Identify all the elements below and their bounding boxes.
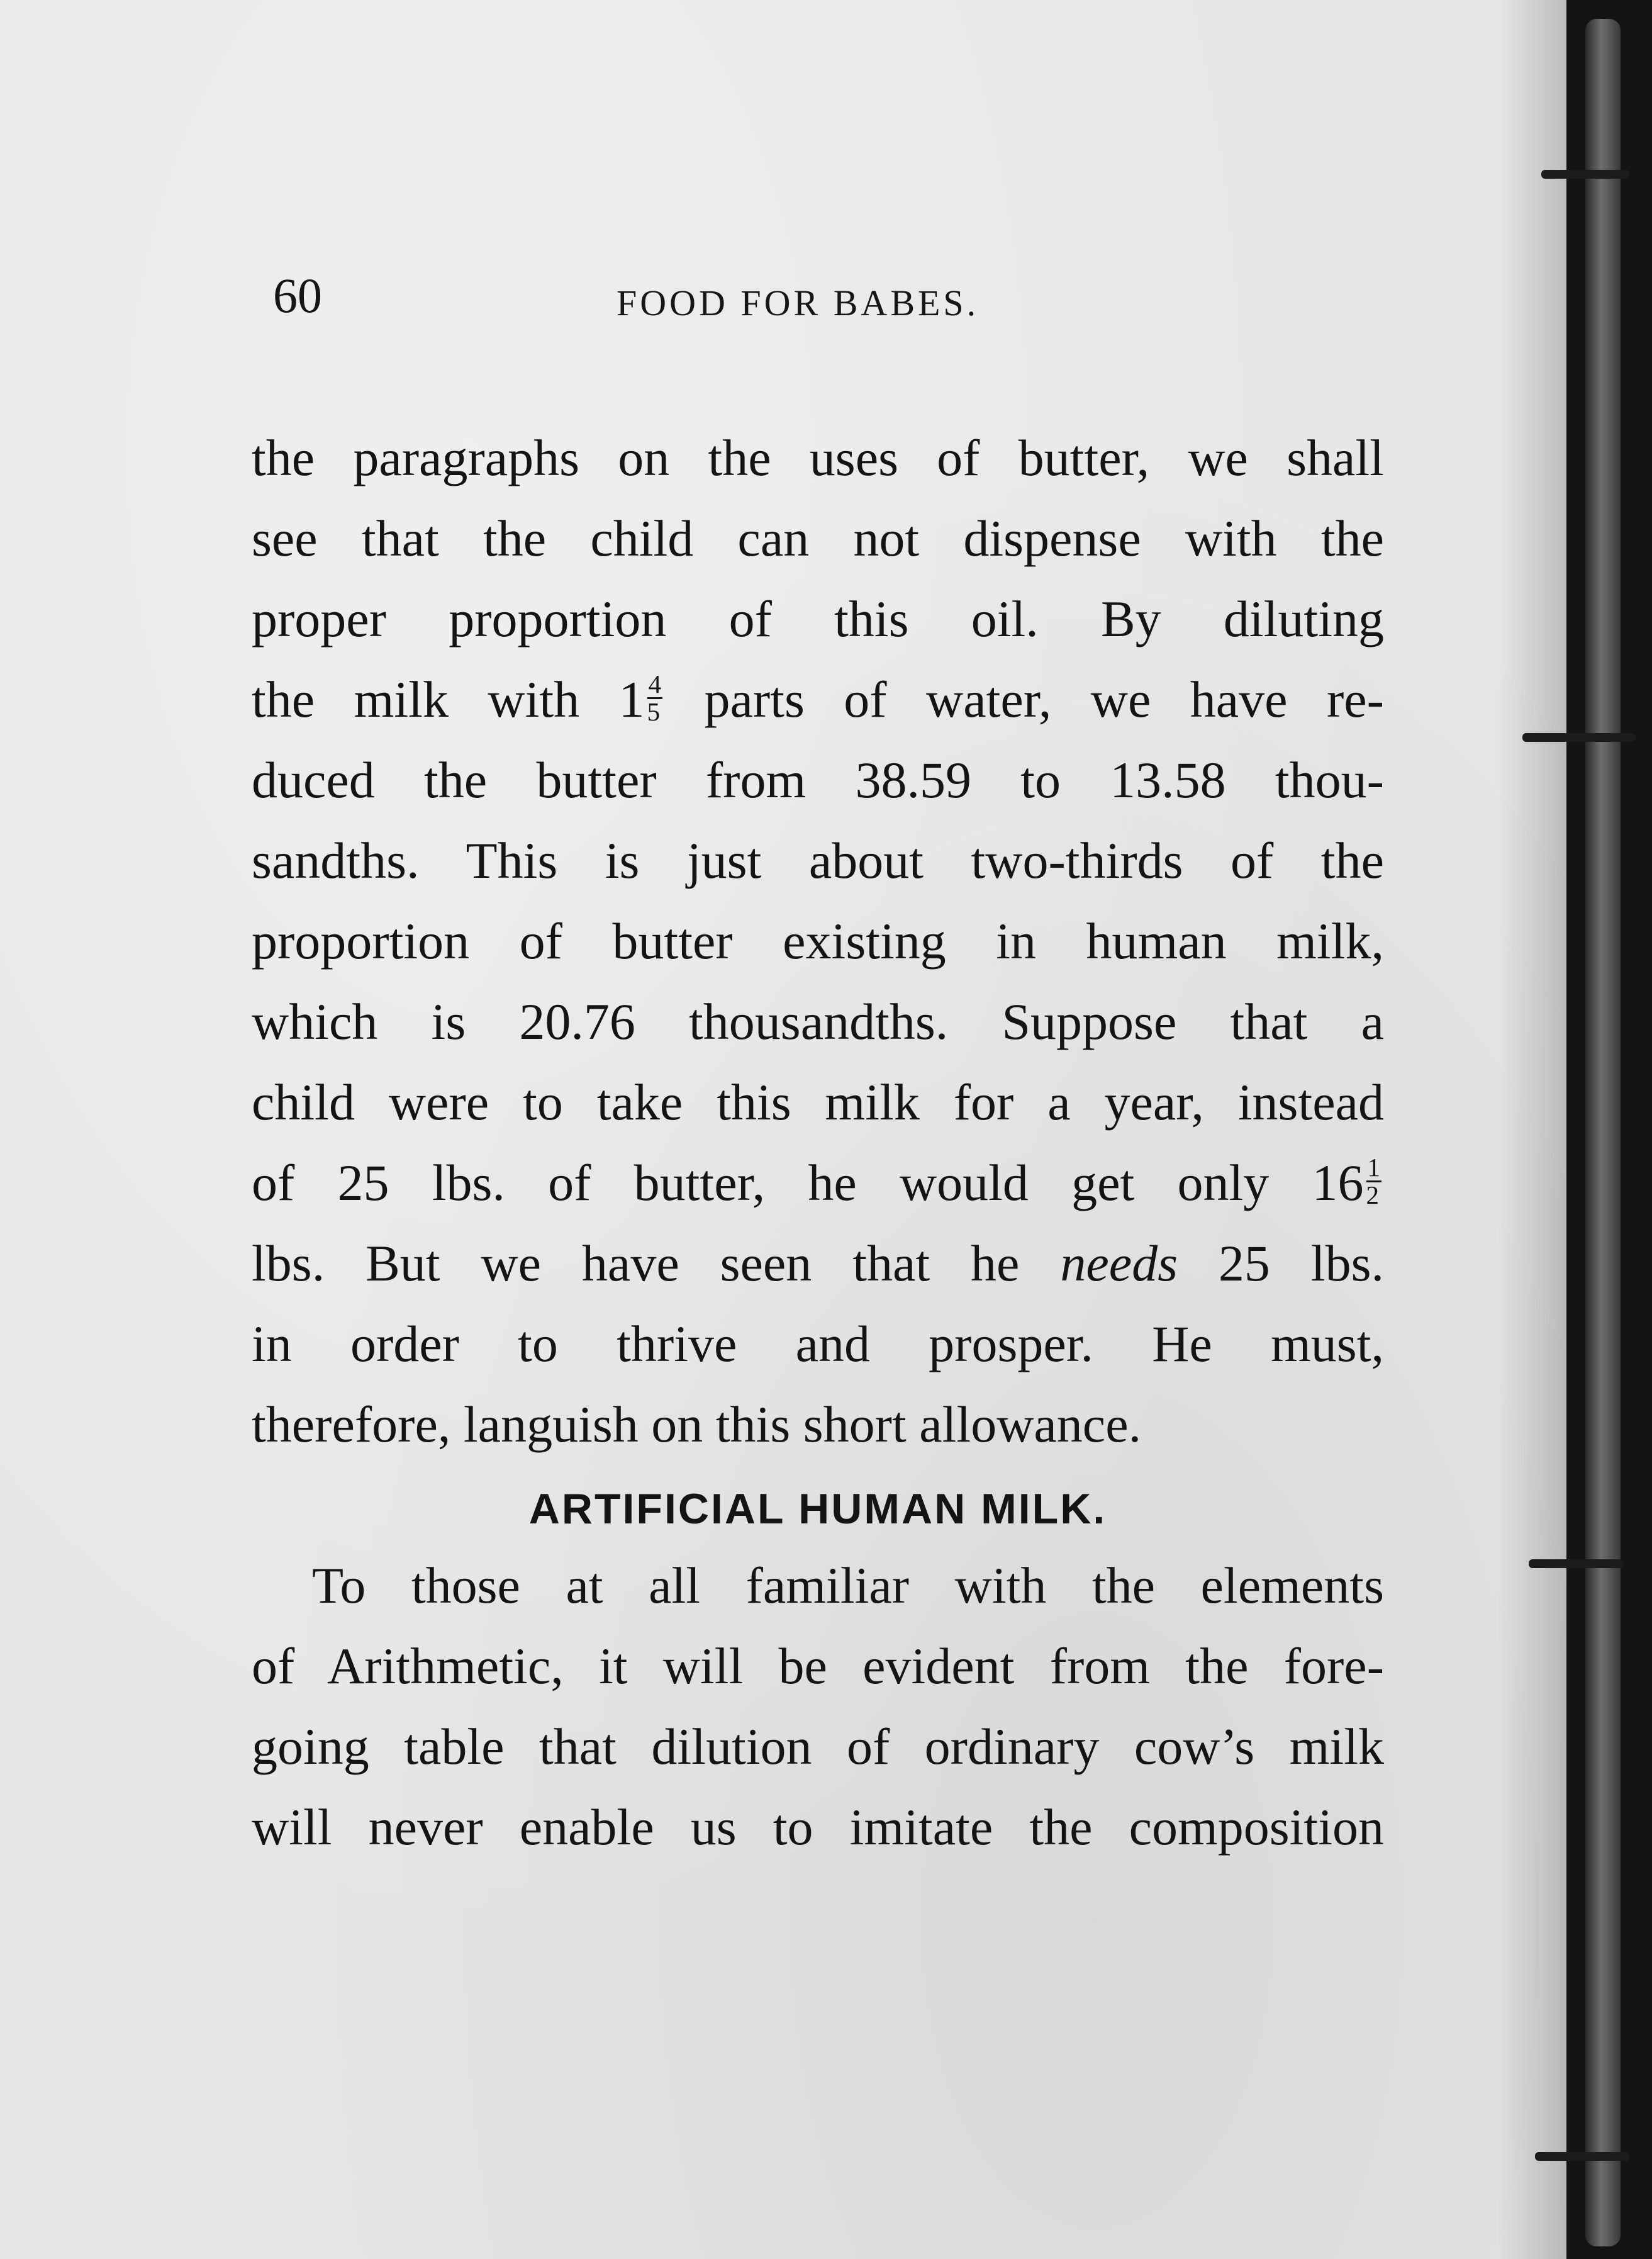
- body-text: [252, 418, 1384, 1868]
- text-segment: 25 lbs.: [1178, 1235, 1384, 1292]
- binding-strip: [1585, 19, 1621, 2246]
- text-segment: lbs. But we have seen that he: [252, 1235, 1061, 1292]
- text-segment: parts of water, we have re-: [665, 671, 1384, 728]
- text-line: proper proportion of this oil. By diluting: [252, 590, 1384, 647]
- text-line: child were to take this milk for a year, instead: [252, 1073, 1384, 1131]
- fraction-four-fifths: [647, 671, 663, 725]
- text-line: sandths. This is just about two-thirds of the: [252, 832, 1384, 889]
- text-line: see that the child can not dispense with the: [252, 510, 1384, 567]
- fraction-numerator: 4: [648, 670, 662, 699]
- fraction-denominator: 5: [647, 697, 661, 727]
- binding-stitch: [1535, 2152, 1629, 2161]
- text-line: duced the butter from 38.59 to 13.58 thou-: [252, 751, 1384, 809]
- page-number: 60: [273, 268, 322, 323]
- text-line: [252, 1143, 1384, 1223]
- binding-stitch: [1529, 1559, 1623, 1568]
- text-segment: the milk with 1: [252, 671, 645, 728]
- binding-stitch: [1541, 170, 1629, 179]
- text-line: the paragraphs on the uses of butter, we shall: [252, 429, 1384, 486]
- text-line: in order to thrive and prosper. He must,: [252, 1315, 1384, 1372]
- text-line: proportion of butter existing in human milk,: [252, 912, 1384, 970]
- fraction-denominator: 2: [1366, 1180, 1379, 1210]
- section-heading: ARTIFICIAL HUMAN MILK.: [528, 1485, 1107, 1533]
- italic-emphasis: needs: [1060, 1235, 1178, 1292]
- text-line: To those at all familiar with the elements: [312, 1557, 1384, 1614]
- text-line: going table that dilution of ordinary cow’s milk: [252, 1718, 1384, 1775]
- text-line: will never enable us to imitate the composition: [252, 1798, 1384, 1856]
- fraction-numerator: 1: [1367, 1153, 1380, 1182]
- text-segment: of 25 lbs. of butter, he would get only 16: [252, 1154, 1364, 1211]
- text-line: therefore, languish on this short allowance.: [252, 1396, 1142, 1453]
- page-header: [273, 264, 1374, 327]
- paper-edge-shadow: [1497, 0, 1566, 2259]
- text-line: which is 20.76 thousandths. Suppose that a: [252, 993, 1384, 1050]
- text-line: [252, 659, 1384, 740]
- text-line: [252, 1223, 1384, 1304]
- text-line: of Arithmetic, it will be evident from the fore-: [252, 1637, 1384, 1695]
- fraction-one-half: [1366, 1155, 1382, 1208]
- binding-stitch: [1522, 733, 1636, 742]
- running-head: FOOD FOR BABES.: [617, 283, 979, 323]
